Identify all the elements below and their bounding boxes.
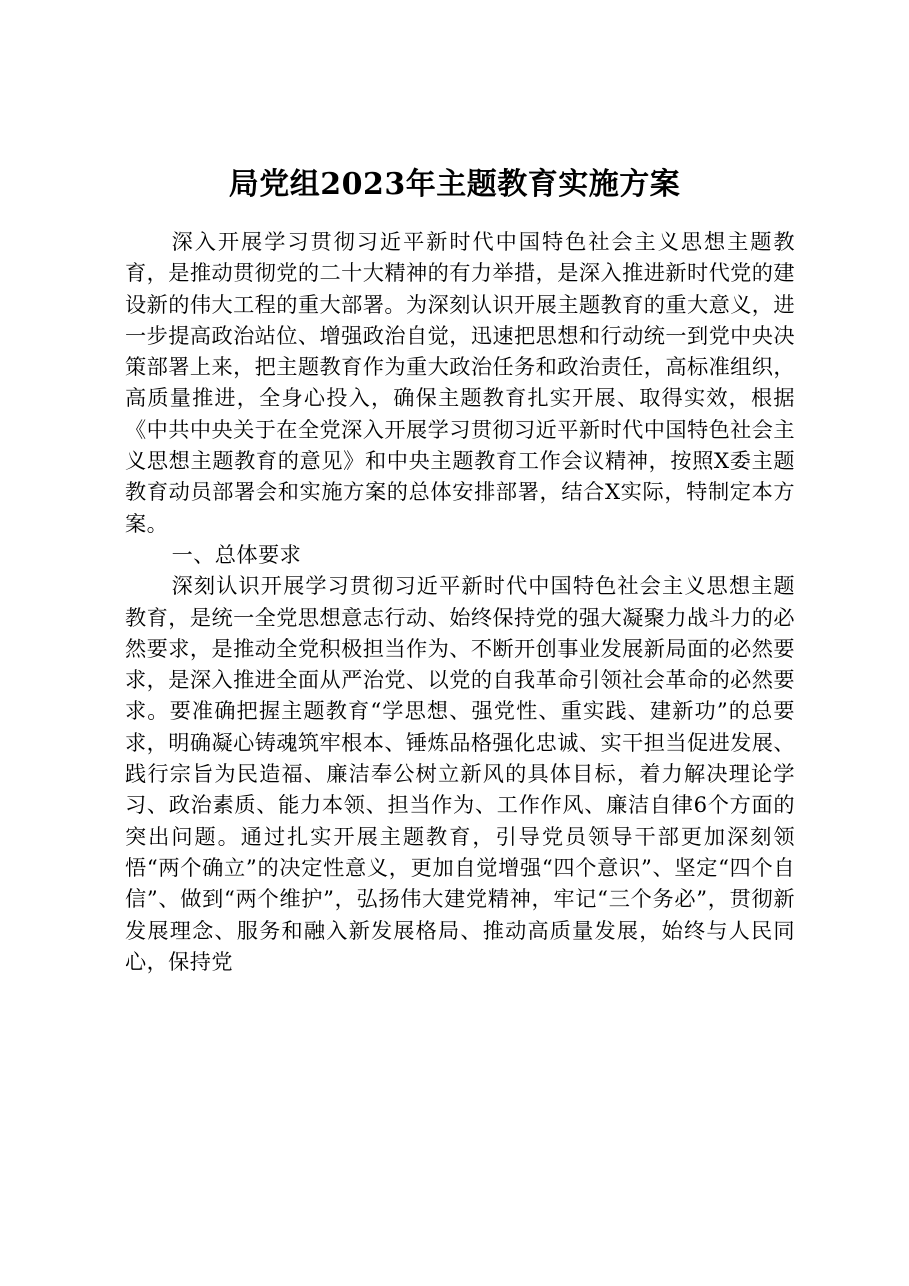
intro-paragraph: 深入开展学习贯彻习近平新时代中国特色社会主义思想主题教育，是推动贯彻党的二十大精神的有力举措，是深入推进新时代党的建设新的伟大工程的重大部署。为深刻认识开展主题教育的重大意义，进一步提高政治站位、增强政治自觉，迅速把思想和行动统一到党中央决策部署上来，把主题教育作为重大政治任务和政治责任，高标准组织，高质量推进，全身心投入，确保主题教育扎实开展、取得实效，根据《中共中央关于在全党深入开展学习贯彻习近平新时代中国特色社会主义思想主题教育的意见》和中央主题教育工作会议精神，按照X委主题教育动员部署会和实施方案的总体安排部署，结合X实际，特制定本方案。 [125,229,795,536]
body-paragraph: 深刻认识开展学习贯彻习近平新时代中国特色社会主义思想主题教育，是统一全党思想意志行动、始终保持党的强大凝聚力战斗力的必然要求，是推动全党积极担当作为、不断开创事业发展新局面的必然要求，是深入推进全面从严治党、以党的自我革命引领社会革命的必然要求。要准确把握主题教育“学思想、强党性、重实践、建新功”的总要求，明确凝心铸魂筑牢根本、锤炼品格强化忠诚、实干担当促进发展、践行宗旨为民造福、廉洁奉公树立新风的具体目标，着力解决理论学习、政治素质、能力本领、担当作为、工作作风、廉洁自律6个方面的突出问题。通过扎实开展主题教育，引导党员领导干部更加深刻领悟“两个确立”的决定性意义，更加自觉增强“四个意识”、坚定“四个自信”、做到“两个维护”，弘扬伟大建党精神，牢记“三个务必”，贯彻新发展理念、服务和融入新发展格局、推动高质量发展，始终与人民同心，保持党 [125,573,795,974]
section-heading-overall-requirements: 一、总体要求 [171,541,302,567]
document-title: 局党组2023年主题教育实施方案 [228,167,681,202]
document-body [125,226,795,977]
